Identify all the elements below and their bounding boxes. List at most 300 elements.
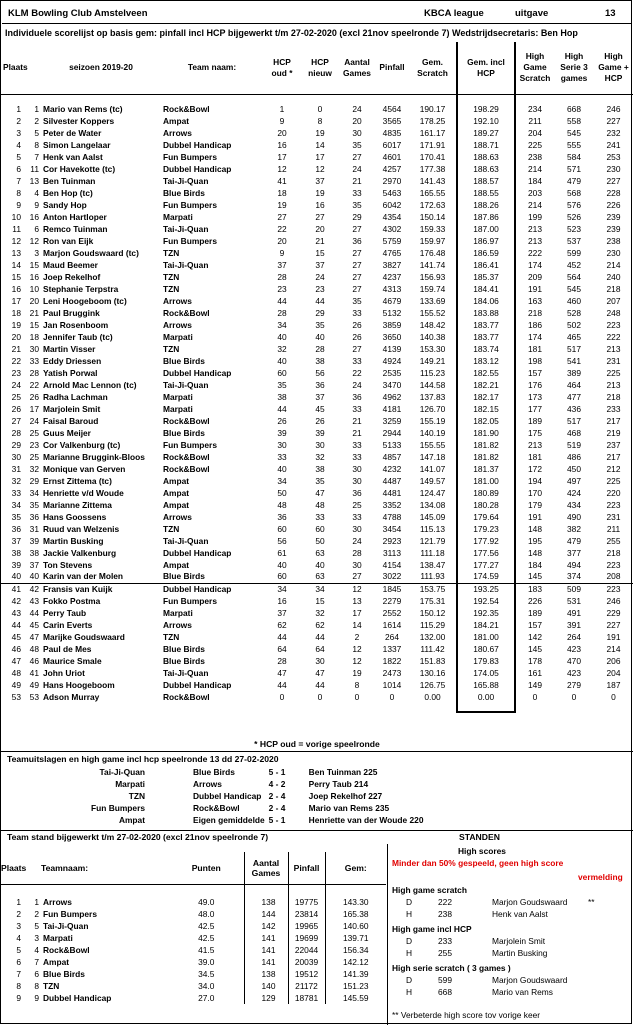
cell-avg-hcp: 188.63: [457, 151, 515, 163]
cell-avg-hcp: 188.63: [457, 163, 515, 175]
player-row: [1, 223, 633, 235]
cell-hg-hcp: 230: [606, 247, 621, 258]
player-row: [1, 559, 633, 571]
cell-hcp-new: 34: [301, 583, 339, 595]
cell-pinfall: 1614: [382, 619, 402, 630]
cell-games: 35: [352, 199, 362, 210]
cell-games: 21: [352, 415, 362, 426]
standings-cell-pinfall: 18781: [288, 992, 325, 1004]
cell-plaats: 3: [16, 127, 21, 138]
cell-team: Blue Birds: [163, 187, 205, 198]
cell-hg-hcp: 239: [606, 223, 621, 234]
cell-hg-hcp: 211: [606, 523, 621, 534]
cell-player: Sandy Hop: [43, 199, 87, 210]
player-row: [1, 547, 633, 559]
cell-player: Carin Everts: [43, 619, 93, 630]
cell-player: Marijke Goudswaard: [43, 631, 125, 642]
cell-plaats: 46: [11, 643, 21, 654]
cell-hg-scratch: 179: [528, 499, 542, 510]
cell-hs-3games: 668: [567, 103, 581, 114]
cell-hs-3games: 0: [571, 691, 577, 702]
cell-hg-hcp: 231: [606, 355, 621, 366]
cell-hg-hcp: 241: [606, 139, 621, 150]
cell-hg-scratch: 173: [528, 391, 542, 402]
standings-cell-games: 141: [244, 956, 288, 968]
cell-player: Maud Beemer: [43, 259, 98, 270]
cell-plaats: 23: [11, 367, 21, 378]
cell-hg-hcp: 239: [606, 211, 621, 222]
cell-hs-3games: 558: [567, 115, 581, 126]
cell-pinfall: 3827: [382, 259, 402, 270]
cell-pinfall: 2552: [382, 607, 402, 618]
cell-games: 27: [352, 151, 362, 162]
hs-score: 668: [438, 987, 452, 997]
standings-cell-games: 142: [244, 920, 288, 932]
cell-pinfall: 1845: [375, 583, 409, 595]
cell-games: 27: [352, 571, 362, 582]
cell-hs-3games: 436: [567, 403, 581, 414]
cell-hs-3games: 382: [567, 523, 581, 534]
cell-hcp-new: 19: [315, 127, 325, 138]
cell-player: Jan Rosenboom: [43, 319, 109, 330]
player-row: [1, 187, 633, 199]
cell-hg-scratch: 213: [528, 223, 542, 234]
cell-team: Dubbel Handicap: [163, 547, 232, 558]
cell-hg-scratch: 172: [528, 463, 542, 474]
cell-hcp-old: 17: [277, 151, 287, 162]
cell-hs-3games: 470: [567, 655, 581, 666]
cell-hs-3games: 526: [567, 211, 581, 222]
cell-avg-scratch: 159.74: [419, 283, 446, 294]
cell-avg-scratch: 126.70: [419, 403, 446, 414]
cell-avg-scratch: 140.38: [419, 331, 446, 342]
cell-hs-3games: 377: [567, 547, 581, 558]
cell-hg-hcp: 231: [606, 511, 621, 522]
cell-avg-hcp: 177.27: [457, 559, 515, 571]
col-avg-hcp-header: Gem. incl HCP: [457, 42, 515, 94]
cell-hg-scratch: 199: [528, 211, 542, 222]
player-row: [1, 403, 633, 415]
cell-hcp-new: 30: [315, 439, 325, 450]
hs-player: Martin Busking: [492, 948, 548, 958]
result-home-team: Tai-Ji-Quan: [99, 767, 145, 777]
cell-games: 12: [352, 655, 362, 666]
cell-pinfall: 3470: [382, 379, 402, 390]
col-hg-scratch-header: High Game Scratch: [515, 42, 554, 94]
cell-hg-hcp: 226: [606, 199, 621, 210]
cell-hcp-new: 36: [315, 379, 325, 390]
cell-hcp-old: 44: [277, 679, 287, 690]
cell-avg-hcp: 183.88: [457, 307, 515, 319]
cell-hcp-old: 60: [277, 523, 287, 534]
cell-hcp-new: 16: [315, 199, 325, 210]
cell-team: Blue Birds: [163, 427, 205, 438]
player-row: [1, 475, 633, 487]
cell-plaats: 19: [11, 319, 21, 330]
cell-hs-3games: 279: [567, 679, 581, 690]
cell-pinfall: 2944: [382, 427, 402, 438]
cell-avg-scratch: 155.52: [419, 307, 446, 318]
cell-hs-3games: 423: [567, 667, 581, 678]
cell-team: Tai-Ji-Quan: [163, 175, 209, 186]
high-scores-title: High scores: [458, 846, 506, 856]
high-score-warning-cont: vermelding: [578, 872, 623, 882]
cell-player: Marianne Zittema: [43, 499, 112, 510]
cell-hs-3games: 541: [567, 355, 581, 366]
cell-hcp-new: 50: [315, 535, 325, 546]
player-row: [1, 355, 633, 367]
cell-avg-hcp: 186.59: [457, 247, 515, 259]
cell-plaats: 41: [1, 583, 23, 595]
cell-avg-scratch: 144.58: [419, 379, 446, 390]
player-row: [1, 691, 633, 703]
standings-cell-points: 27.0: [198, 993, 215, 1003]
cell-player: Ben Tuinman: [43, 175, 96, 186]
cell-plaats: 24: [11, 379, 21, 390]
cell-team: Dubbel Handicap: [161, 583, 263, 595]
cell-games: 33: [352, 439, 362, 450]
cell-games: 0: [354, 691, 360, 702]
cell-plaats: 7: [16, 175, 21, 186]
cell-hs-3games: 528: [567, 307, 581, 318]
cell-prev-plaats: 48: [29, 643, 39, 654]
cell-hcp-new: 38: [315, 355, 325, 366]
cell-avg-scratch: 175.31: [419, 595, 446, 606]
standings-cell-team: Rock&Bowl: [43, 945, 90, 955]
cell-hg-hcp: 222: [606, 331, 621, 342]
cell-hcp-new: 38: [315, 463, 325, 474]
cell-team: Tai-Ji-Quan: [163, 259, 209, 270]
cell-team: Rock&Bowl: [163, 691, 210, 702]
cell-avg-scratch: 115.13: [420, 523, 445, 534]
cell-avg-hcp: 177.92: [457, 535, 515, 547]
hs-score: 255: [438, 948, 452, 958]
standings-cell-games: 138: [244, 968, 288, 980]
cell-games: 21: [352, 427, 362, 438]
cell-hcp-old: 37: [277, 607, 287, 618]
standings-cell-plaats: 6: [16, 957, 21, 967]
result-high-game: Henriette van der Woude 220: [308, 815, 424, 825]
cell-hg-hcp: 214: [606, 259, 621, 270]
cell-player: Ernst Zittema (tc): [43, 475, 112, 486]
cell-avg-scratch: 111.42: [420, 643, 445, 654]
cell-prev-plaats: 25: [29, 451, 39, 462]
standings-cell-games: 140: [244, 980, 288, 992]
player-row: [1, 271, 633, 283]
standings-cell-team: Dubbel Handicap: [43, 993, 112, 1003]
cell-hg-scratch: 181: [528, 343, 542, 354]
cell-hg-hcp: 223: [594, 583, 633, 595]
player-row: [1, 127, 633, 139]
cell-prev-plaats: 23: [29, 439, 39, 450]
player-row: [1, 307, 633, 319]
cell-hg-scratch: 209: [528, 271, 542, 282]
cell-team: TZN: [163, 631, 180, 642]
standings-cell-pinfall: 22044: [288, 944, 325, 956]
cell-pinfall: 4924: [382, 355, 402, 366]
cell-pinfall: 4139: [382, 343, 402, 354]
hs-player: Marjon Goudswaard: [492, 975, 568, 985]
cell-plaats: 30: [11, 451, 21, 462]
standings-cell-team: Tai-Ji-Quan: [43, 921, 89, 931]
player-row: [1, 487, 633, 499]
cell-hcp-new: 60: [315, 523, 325, 534]
cell-hcp-old: 33: [277, 451, 287, 462]
cell-hg-scratch: 225: [528, 139, 542, 150]
cell-hcp-old: 47: [277, 667, 287, 678]
cell-hs-3games: 491: [567, 607, 581, 618]
cell-hg-hcp: 248: [606, 307, 621, 318]
cell-avg-scratch: 159.97: [419, 235, 446, 246]
cell-plaats: 27: [11, 415, 21, 426]
player-row: [1, 151, 633, 163]
cell-hg-scratch: 213: [528, 439, 542, 450]
player-row: [1, 391, 633, 403]
col-plaats-header: Plaats: [1, 42, 23, 94]
hcp-note: * HCP oud = vorige speelronde: [254, 739, 380, 749]
cell-hg-scratch: 213: [528, 235, 542, 246]
cell-plaats: 26: [11, 403, 21, 414]
cell-avg-hcp: 184.21: [457, 619, 515, 631]
cell-hg-scratch: 174: [528, 331, 542, 342]
result-away-team: Eigen gemiddelde: [193, 815, 265, 825]
cell-avg-scratch: 150.12: [419, 607, 446, 618]
cell-avg-hcp: 174.59: [457, 571, 515, 583]
cell-games: 29: [352, 211, 362, 222]
cell-avg-hcp: 185.37: [457, 271, 515, 283]
player-row: [1, 343, 633, 355]
cell-hcp-new: 32: [315, 451, 325, 462]
cell-player: Perry Taub: [43, 607, 87, 618]
cell-avg-scratch: 0.00: [424, 691, 441, 702]
cell-games: 30: [352, 559, 362, 570]
standings-cell-plaats: 9: [16, 993, 21, 1003]
cell-pinfall: 4962: [382, 391, 402, 402]
standings-cell-points: 48.0: [198, 909, 215, 919]
result-away-team: Rock&Bowl: [193, 803, 240, 813]
cell-prev-plaats: 32: [29, 463, 39, 474]
player-row: [1, 523, 633, 535]
cell-team: Fun Bumpers: [163, 151, 217, 162]
cell-prev-plaats: 15: [29, 319, 39, 330]
cell-hs-3games: 486: [567, 451, 581, 462]
cell-prev-plaats: 5: [34, 127, 39, 138]
cell-prev-plaats: 6: [34, 223, 39, 234]
cell-avg-hcp: 181.90: [457, 427, 515, 439]
cell-hcp-new: 44: [315, 631, 325, 642]
cell-hcp-new: 56: [315, 367, 325, 378]
cell-games: 33: [352, 403, 362, 414]
cell-hcp-new: 21: [315, 235, 325, 246]
cell-hg-scratch: 148: [528, 547, 542, 558]
cell-games: 24: [352, 535, 362, 546]
standings-row: [1, 944, 386, 956]
cell-hg-hcp: 212: [606, 463, 621, 474]
standings-cell-prev-plaats: 8: [34, 981, 39, 991]
standings-cell-points: 39.0: [198, 957, 215, 967]
cell-avg-hcp: 186.97: [457, 235, 515, 247]
cell-plaats: 18: [11, 307, 21, 318]
cell-hs-3games: 517: [567, 415, 581, 426]
standings-cell-prev-plaats: 1: [34, 897, 39, 907]
cell-team: Arrows: [163, 511, 192, 522]
cell-team: Blue Birds: [163, 571, 205, 582]
player-row: [1, 535, 633, 547]
cell-games: 35: [352, 295, 362, 306]
cell-games: 27: [352, 271, 362, 282]
cell-games: 33: [352, 511, 362, 522]
hs-player: Mario van Rems: [492, 987, 553, 997]
player-row: [1, 571, 633, 583]
cell-avg-hcp: 184.41: [457, 283, 515, 295]
standings-cell-games: 141: [244, 932, 288, 944]
standings-cell-team: Fun Bumpers: [43, 909, 97, 919]
cell-hcp-old: 32: [277, 343, 287, 354]
cell-hg-hcp: 204: [606, 667, 621, 678]
result-match-score: 5 - 1: [268, 767, 286, 777]
cell-hg-hcp: 246: [606, 103, 621, 114]
cell-player: Joep Rekelhof: [43, 271, 101, 282]
cell-games: 33: [352, 355, 362, 366]
cell-team: Fun Bumpers: [163, 595, 217, 606]
player-row: [1, 583, 633, 595]
cell-hs-3games: 494: [567, 559, 581, 570]
cell-games: 17: [352, 607, 362, 618]
cell-hcp-new: 64: [315, 643, 325, 654]
cell-hg-hcp: 225: [606, 367, 621, 378]
cell-hg-hcp: 223: [606, 319, 621, 330]
standings-cell-prev-plaats: 3: [34, 933, 39, 943]
cell-hcp-old: 28: [277, 307, 287, 318]
cell-avg-hcp: 184.06: [457, 295, 515, 307]
cell-hg-hcp: 246: [606, 595, 621, 606]
player-row: [1, 439, 633, 451]
cell-plaats: 32: [11, 475, 21, 486]
standings-cell-pinfall: 19775: [288, 896, 325, 908]
cell-pinfall: 2923: [382, 535, 402, 546]
cell-plaats: 42: [11, 595, 21, 606]
cell-plaats: 47: [11, 655, 21, 666]
cell-hcp-old: 40: [277, 463, 287, 474]
cell-hg-scratch: 183: [515, 583, 554, 595]
cell-avg-scratch: 121.79: [419, 535, 446, 546]
cell-avg-hcp: 182.17: [457, 391, 515, 403]
hs-gender: D: [406, 975, 413, 985]
cell-player: Fokko Postma: [43, 595, 101, 606]
cell-pinfall: 3565: [382, 115, 402, 126]
cell-hs-3games: 519: [567, 439, 581, 450]
standings-cell-pinfall: 20039: [288, 956, 325, 968]
cell-hs-3games: 571: [567, 163, 581, 174]
cell-pinfall: 2535: [382, 367, 402, 378]
cell-hcp-old: 40: [277, 355, 287, 366]
cell-player: Jennifer Taub (tc): [43, 331, 113, 342]
standings-row: [1, 908, 386, 920]
cell-avg-scratch: 161.17: [419, 127, 446, 138]
cell-hg-scratch: 191: [528, 511, 542, 522]
cell-pinfall: 3859: [382, 319, 402, 330]
cell-plaats: 13: [11, 247, 21, 258]
league-name: KBCA league: [424, 8, 484, 19]
cell-prev-plaats: 40: [29, 571, 39, 582]
cell-hcp-new: 63: [315, 571, 325, 582]
cell-pinfall: 3259: [382, 415, 402, 426]
cell-avg-scratch: 115.23: [420, 367, 445, 378]
cell-hcp-old: 0: [279, 691, 285, 702]
cell-player: Simon Langelaar: [43, 139, 111, 150]
cell-plaats: 49: [11, 679, 21, 690]
cell-hs-3games: 460: [567, 295, 581, 306]
cell-avg-scratch: 115.29: [420, 619, 445, 630]
cell-team: Arrows: [163, 127, 192, 138]
cell-hs-3games: 452: [567, 259, 581, 270]
result-row: [1, 802, 633, 814]
cell-avg-hcp: 188.57: [457, 175, 515, 187]
cell-team: Tai-Ji-Quan: [163, 223, 209, 234]
cell-hg-scratch: 142: [528, 631, 542, 642]
cell-avg-scratch: 151.83: [419, 655, 446, 666]
standings-cell-games: 129: [244, 992, 288, 1004]
cell-hg-hcp: 187: [606, 679, 621, 690]
standings-cell-team: Ampat: [43, 957, 70, 967]
cell-hg-scratch: 157: [528, 619, 542, 630]
cell-avg-scratch: 165.55: [419, 187, 446, 198]
cell-hcp-new: 15: [315, 595, 325, 606]
cell-hcp-old: 35: [277, 379, 287, 390]
cell-avg-hcp: 187.00: [457, 223, 515, 235]
cell-games: 27: [352, 247, 362, 258]
cell-avg-hcp: 179.23: [457, 523, 515, 535]
cell-player: Cor Havekotte (tc): [43, 163, 116, 174]
cell-team: Rock&Bowl: [163, 307, 210, 318]
cell-games: 36: [352, 391, 362, 402]
standings-cell-plaats: 7: [16, 969, 21, 979]
cell-prev-plaats: 28: [29, 367, 39, 378]
standings-header-row: [1, 852, 386, 884]
high-score-footnote: ** Verbeterde high score tov vorige keer: [392, 1010, 541, 1020]
cell-prev-plaats: 2: [34, 115, 39, 126]
cell-avg-scratch: 137.83: [419, 391, 446, 402]
standings-row: [1, 932, 386, 944]
cell-team: Ampat: [163, 559, 190, 570]
cell-avg-hcp: 182.15: [457, 403, 515, 415]
cell-pinfall: 4154: [382, 559, 402, 570]
cell-pinfall: 6017: [382, 139, 402, 150]
cell-hg-hcp: 207: [606, 295, 621, 306]
cell-hcp-old: 30: [277, 439, 287, 450]
cell-hs-3games: 531: [567, 595, 581, 606]
cell-hcp-old: 60: [277, 571, 287, 582]
cell-pinfall: 1337: [382, 643, 402, 654]
cell-prev-plaats: 1: [34, 103, 39, 114]
standings-row: [1, 980, 386, 992]
cell-games: 27: [352, 223, 362, 234]
cell-plaats: 17: [11, 295, 21, 306]
cell-plaats: 29: [11, 439, 21, 450]
cell-hg-hcp: 233: [606, 403, 621, 414]
cell-hg-hcp: 230: [606, 163, 621, 174]
player-row: [1, 295, 633, 307]
standings-cell-prev-plaats: 4: [34, 945, 39, 955]
result-away-team: Arrows: [193, 779, 222, 789]
spacer-row: [1, 703, 633, 712]
cell-plaats: 43: [11, 607, 21, 618]
result-high-game: Perry Taub 214: [308, 779, 369, 789]
col-team-header: Team naam:: [161, 42, 263, 94]
cell-hcp-old: 40: [277, 559, 287, 570]
cell-games: 24: [352, 103, 362, 114]
cell-hg-scratch: 176: [528, 379, 542, 390]
